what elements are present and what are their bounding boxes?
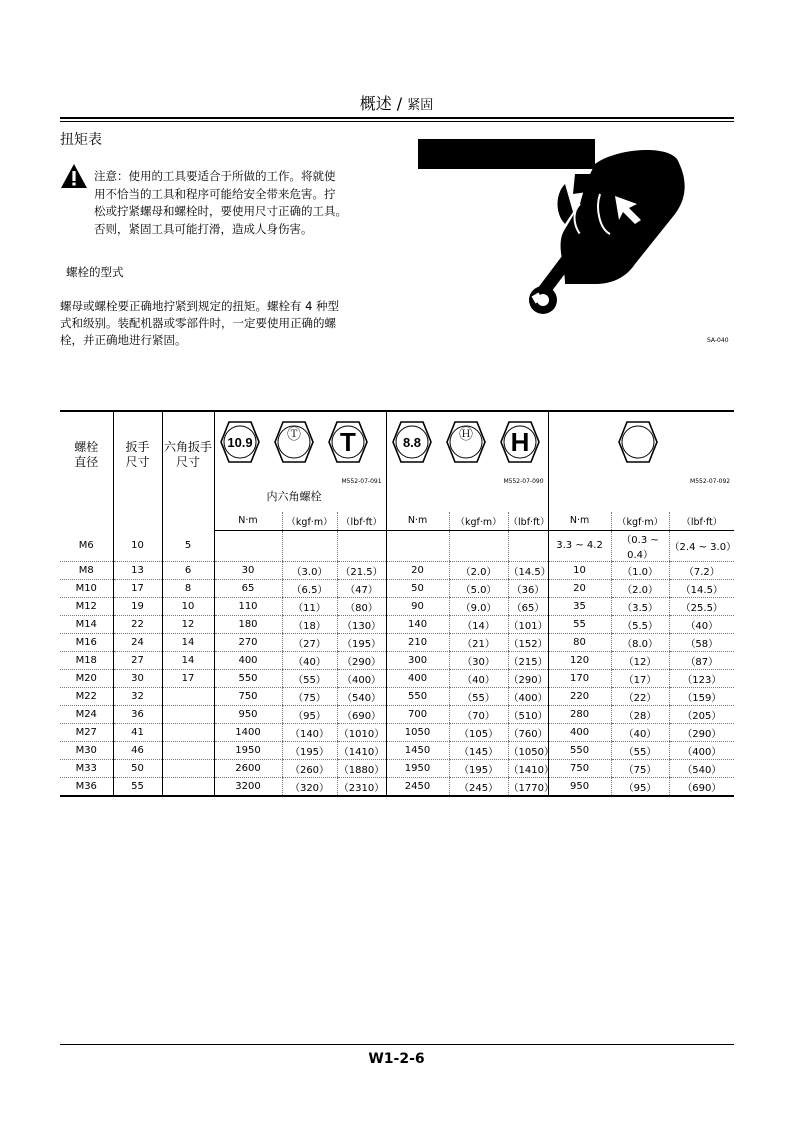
table-cell: 140 <box>386 615 449 633</box>
table-cell: （22） <box>611 687 669 705</box>
section-title: 扭矩表 <box>60 132 102 148</box>
table-cell: 750 <box>214 687 282 705</box>
bolt-type-heading: 螺栓的型式 <box>66 265 124 279</box>
body-line: 螺母或螺栓要正确地拧紧到规定的扭矩。螺栓有 4 种型 <box>60 299 340 313</box>
page-header-title <box>0 91 793 114</box>
table-cell: 10 <box>548 561 611 579</box>
table-cell: （540） <box>669 759 734 777</box>
header-text: 尺寸 <box>175 455 200 469</box>
table-row <box>60 741 734 759</box>
unit-cell: （kgf·m） <box>282 512 337 530</box>
table-cell: （195） <box>337 633 386 651</box>
header-text: 螺栓 <box>74 440 99 454</box>
table-row <box>60 561 734 579</box>
warning-line: 否则，紧固工具可能打滑，造成人身伤害。 <box>94 221 313 236</box>
table-cell: 950 <box>214 705 282 723</box>
table-cell: M27 <box>60 723 113 741</box>
header-text: 直径 <box>74 455 99 469</box>
table-cell: （70） <box>449 705 508 723</box>
grade-mark: H <box>510 427 529 457</box>
table-cell <box>449 530 508 561</box>
hand-wrench-illustration <box>415 134 730 330</box>
table-cell <box>162 687 214 705</box>
hex-bolt-head-icon <box>329 422 367 462</box>
table-cell: （245） <box>449 777 508 796</box>
table-cell: M10 <box>60 579 113 597</box>
table-row <box>60 530 734 561</box>
table-cell: （2.0） <box>449 561 508 579</box>
unit-cell: （lbf·ft） <box>337 512 386 530</box>
bolt-group-plain <box>548 411 734 512</box>
table-cell: （400） <box>508 687 548 705</box>
table-cell: （510） <box>508 705 548 723</box>
table-cell <box>214 530 282 561</box>
table-cell: （3.0） <box>282 561 337 579</box>
table-cell <box>162 741 214 759</box>
table-cell: （12） <box>611 651 669 669</box>
table-row <box>60 687 734 705</box>
table-cell: （75） <box>611 759 669 777</box>
table-cell: （1.0） <box>611 561 669 579</box>
table-cell: 20 <box>548 579 611 597</box>
table-row <box>60 723 734 741</box>
table-cell: （690） <box>337 705 386 723</box>
table-cell: M12 <box>60 597 113 615</box>
table-cell <box>162 723 214 741</box>
table-cell: 30 <box>214 561 282 579</box>
table-row <box>60 705 734 723</box>
table-cell: （7.2） <box>669 561 734 579</box>
table-cell: 35 <box>548 597 611 615</box>
page-number: W1-2-6 <box>368 1051 425 1067</box>
table-cell: 180 <box>214 615 282 633</box>
table-cell: （3.5） <box>611 597 669 615</box>
table-cell: M6 <box>60 530 113 561</box>
table-cell: 1050 <box>386 723 449 741</box>
table-cell: 27 <box>113 651 162 669</box>
table-row <box>60 579 734 597</box>
table-cell: （55） <box>282 669 337 687</box>
header-text: 六角扳手 <box>163 440 212 454</box>
table-cell: 400 <box>214 651 282 669</box>
torque-table-body <box>60 530 737 796</box>
figure-code: M552-07-092 <box>690 478 731 485</box>
table-cell: （14.5） <box>508 561 548 579</box>
table-cell: （18） <box>282 615 337 633</box>
table-cell: 55 <box>548 615 611 633</box>
table-cell: （30） <box>449 651 508 669</box>
table-cell: （58） <box>669 633 734 651</box>
table-cell: 36 <box>113 705 162 723</box>
header-title-main: 概述 <box>359 94 392 113</box>
table-cell: （140） <box>282 723 337 741</box>
warning-line: 注意：使用的工具要适合于所做的工作。将就使 <box>94 169 336 183</box>
table-cell: 41 <box>113 723 162 741</box>
table-row <box>60 669 734 687</box>
figure-code: M552-07-091 <box>341 478 382 485</box>
table-cell: （101） <box>508 615 548 633</box>
table-cell: 950 <box>548 777 611 796</box>
header-title-sub: 紧固 <box>407 98 434 113</box>
table-row <box>60 597 734 615</box>
warning-triangle-icon <box>60 163 88 189</box>
hex-bolt-head-icon <box>221 422 259 462</box>
table-cell <box>337 530 386 561</box>
table-cell: M33 <box>60 759 113 777</box>
table-cell: （540） <box>337 687 386 705</box>
table-cell: 10 <box>113 530 162 561</box>
table-cell: （21） <box>449 633 508 651</box>
table-cell: （5.0） <box>449 579 508 597</box>
unit-cell: （lbf·ft） <box>669 512 734 530</box>
table-cell <box>508 530 548 561</box>
table-cell <box>162 759 214 777</box>
body-line: 栓，并正确地进行紧固。 <box>60 333 187 347</box>
table-cell: 2600 <box>214 759 282 777</box>
header-text: 尺寸 <box>125 455 150 469</box>
unit-cell: （kgf·m） <box>611 512 669 530</box>
table-cell <box>282 530 337 561</box>
table-cell: 700 <box>386 705 449 723</box>
table-cell: （47） <box>337 579 386 597</box>
table-cell: （21.5） <box>337 561 386 579</box>
table-cell: （1410） <box>337 741 386 759</box>
table-cell: 12 <box>162 615 214 633</box>
header-rule <box>60 117 734 119</box>
table-cell: M36 <box>60 777 113 796</box>
torque-table <box>60 410 737 797</box>
hex-bolt-head-icon <box>275 422 313 462</box>
table-cell: （40） <box>669 615 734 633</box>
table-cell: （2.0） <box>611 579 669 597</box>
table-cell <box>386 530 449 561</box>
table-cell: 24 <box>113 633 162 651</box>
table-cell: 270 <box>214 633 282 651</box>
table-cell: 550 <box>386 687 449 705</box>
table-cell: （400） <box>669 741 734 759</box>
table-row <box>60 651 734 669</box>
grade-mark: 10.9 <box>226 435 253 450</box>
table-cell: （25.5） <box>669 597 734 615</box>
warning-text <box>94 168 394 238</box>
table-cell: （130） <box>337 615 386 633</box>
table-cell: （290） <box>508 669 548 687</box>
torque-table-container <box>60 410 737 797</box>
body-paragraph <box>60 298 395 349</box>
unit-cell: N·m <box>548 512 611 530</box>
bolt-marks-plain <box>549 412 735 476</box>
table-cell: （159） <box>669 687 734 705</box>
table-cell: 400 <box>548 723 611 741</box>
table-cell: M24 <box>60 705 113 723</box>
bolt-group-10-9 <box>214 411 386 512</box>
table-cell: 10 <box>162 597 214 615</box>
unit-cell: （kgf·m） <box>449 512 508 530</box>
table-cell: （28） <box>611 705 669 723</box>
bolt-group-8-8 <box>386 411 548 512</box>
table-cell: 14 <box>162 633 214 651</box>
header-title-separator: / <box>391 94 408 113</box>
table-cell: M22 <box>60 687 113 705</box>
table-cell: M14 <box>60 615 113 633</box>
header-wrench-size <box>113 411 162 530</box>
table-cell: 17 <box>162 669 214 687</box>
table-cell: 3.3 ~ 4.2 <box>548 530 611 561</box>
table-cell: M16 <box>60 633 113 651</box>
table-cell: 1950 <box>386 759 449 777</box>
header-hex-wrench-size <box>162 411 214 530</box>
table-cell: （95） <box>611 777 669 796</box>
table-cell: 17 <box>113 579 162 597</box>
table-cell: 32 <box>113 687 162 705</box>
unit-cell: N·m <box>386 512 449 530</box>
table-cell: （80） <box>337 597 386 615</box>
unit-cell: N·m <box>214 512 282 530</box>
table-cell: 19 <box>113 597 162 615</box>
table-header-row <box>60 411 734 512</box>
table-cell: M8 <box>60 561 113 579</box>
table-cell: （760） <box>508 723 548 741</box>
table-cell: 210 <box>386 633 449 651</box>
table-row <box>60 615 734 633</box>
table-cell: （95） <box>282 705 337 723</box>
table-cell: M18 <box>60 651 113 669</box>
table-cell: 90 <box>386 597 449 615</box>
table-cell: 22 <box>113 615 162 633</box>
table-cell: M30 <box>60 741 113 759</box>
table-cell: （215） <box>508 651 548 669</box>
table-cell: （1770） <box>508 777 548 796</box>
table-cell: （55） <box>611 741 669 759</box>
table-cell: （65） <box>508 597 548 615</box>
table-cell: 280 <box>548 705 611 723</box>
table-cell: 5 <box>162 530 214 561</box>
table-cell: （40） <box>611 723 669 741</box>
grade-mark: Ⓣ <box>286 427 301 443</box>
illustration-code: SA-040 <box>707 337 729 344</box>
table-cell: 55 <box>113 777 162 796</box>
hex-bolt-head-icon <box>447 422 485 462</box>
table-cell: （195） <box>282 741 337 759</box>
table-cell: 110 <box>214 597 282 615</box>
table-cell: （2310） <box>337 777 386 796</box>
header-text: 扳手 <box>125 440 150 454</box>
table-cell: （1410） <box>508 759 548 777</box>
table-cell: （320） <box>282 777 337 796</box>
table-cell: （40） <box>449 669 508 687</box>
header-rule-thin <box>60 121 734 122</box>
table-cell: （87） <box>669 651 734 669</box>
table-cell: （14） <box>449 615 508 633</box>
table-cell: （14.5） <box>669 579 734 597</box>
table-cell: 13 <box>113 561 162 579</box>
table-cell: 2450 <box>386 777 449 796</box>
table-cell: （105） <box>449 723 508 741</box>
table-cell: （1010） <box>337 723 386 741</box>
table-cell: 220 <box>548 687 611 705</box>
table-cell: 750 <box>548 759 611 777</box>
table-cell: 300 <box>386 651 449 669</box>
table-cell: （6.5） <box>282 579 337 597</box>
table-cell: （1050） <box>508 741 548 759</box>
table-cell: （55） <box>449 687 508 705</box>
table-cell: M20 <box>60 669 113 687</box>
table-row <box>60 633 734 651</box>
table-cell: （260） <box>282 759 337 777</box>
table-cell: （2.4 ~ 3.0） <box>669 530 734 561</box>
table-cell <box>162 777 214 796</box>
warning-line: 用不恰当的工具和程序可能给安全带来危害。拧 <box>94 186 336 201</box>
table-cell: （290） <box>669 723 734 741</box>
table-cell <box>162 705 214 723</box>
table-cell: （17） <box>611 669 669 687</box>
table-cell: 30 <box>113 669 162 687</box>
group-subtitle: 内六角螺栓 <box>266 490 322 503</box>
figure-code: M552-07-090 <box>503 478 544 485</box>
hex-bolt-head-icon <box>619 422 657 462</box>
warning-line: 松或拧紧螺母和螺栓时，要使用尺寸正确的工具。 <box>94 204 347 218</box>
table-cell: 120 <box>548 651 611 669</box>
table-cell: 170 <box>548 669 611 687</box>
table-cell: 50 <box>386 579 449 597</box>
table-cell: （205） <box>669 705 734 723</box>
table-cell: 400 <box>386 669 449 687</box>
table-cell: （5.5） <box>611 615 669 633</box>
table-cell: 550 <box>214 669 282 687</box>
grade-mark: T <box>339 427 356 457</box>
table-cell: （195） <box>449 759 508 777</box>
table-cell: 65 <box>214 579 282 597</box>
unit-cell: （lbf·ft） <box>508 512 548 530</box>
table-cell: 6 <box>162 561 214 579</box>
table-cell: 20 <box>386 561 449 579</box>
table-cell: 550 <box>548 741 611 759</box>
table-cell: （27） <box>282 633 337 651</box>
table-row <box>60 759 734 777</box>
table-cell: 8 <box>162 579 214 597</box>
bolt-marks-10-9 <box>215 412 387 476</box>
hex-bolt-head-icon <box>393 422 431 462</box>
footer-rule <box>60 1044 734 1045</box>
table-row <box>60 777 734 796</box>
table-cell: （123） <box>669 669 734 687</box>
header-bolt-diameter <box>60 411 113 530</box>
bolt-marks-8-8 <box>387 412 549 476</box>
table-cell: （145） <box>449 741 508 759</box>
table-cell: 50 <box>113 759 162 777</box>
table-cell: （9.0） <box>449 597 508 615</box>
body-line: 式和级别。装配机器或零部件时，一定要使用正确的螺 <box>60 316 336 330</box>
grade-mark: Ⓗ <box>458 427 473 443</box>
table-cell: （0.3 ~ 0.4） <box>611 530 669 561</box>
table-cell: （75） <box>282 687 337 705</box>
table-cell: 14 <box>162 651 214 669</box>
table-cell: （11） <box>282 597 337 615</box>
table-cell: （400） <box>337 669 386 687</box>
hex-bolt-head-icon <box>501 422 539 462</box>
table-cell: 1450 <box>386 741 449 759</box>
table-cell: （152） <box>508 633 548 651</box>
table-cell: 80 <box>548 633 611 651</box>
grade-mark: 8.8 <box>402 435 421 450</box>
table-cell: 3200 <box>214 777 282 796</box>
table-cell: （1880） <box>337 759 386 777</box>
table-cell: （36） <box>508 579 548 597</box>
table-cell: （290） <box>337 651 386 669</box>
table-cell: 1400 <box>214 723 282 741</box>
table-cell: （40） <box>282 651 337 669</box>
table-cell: 1950 <box>214 741 282 759</box>
table-cell: 46 <box>113 741 162 759</box>
table-cell: （690） <box>669 777 734 796</box>
table-cell: （8.0） <box>611 633 669 651</box>
